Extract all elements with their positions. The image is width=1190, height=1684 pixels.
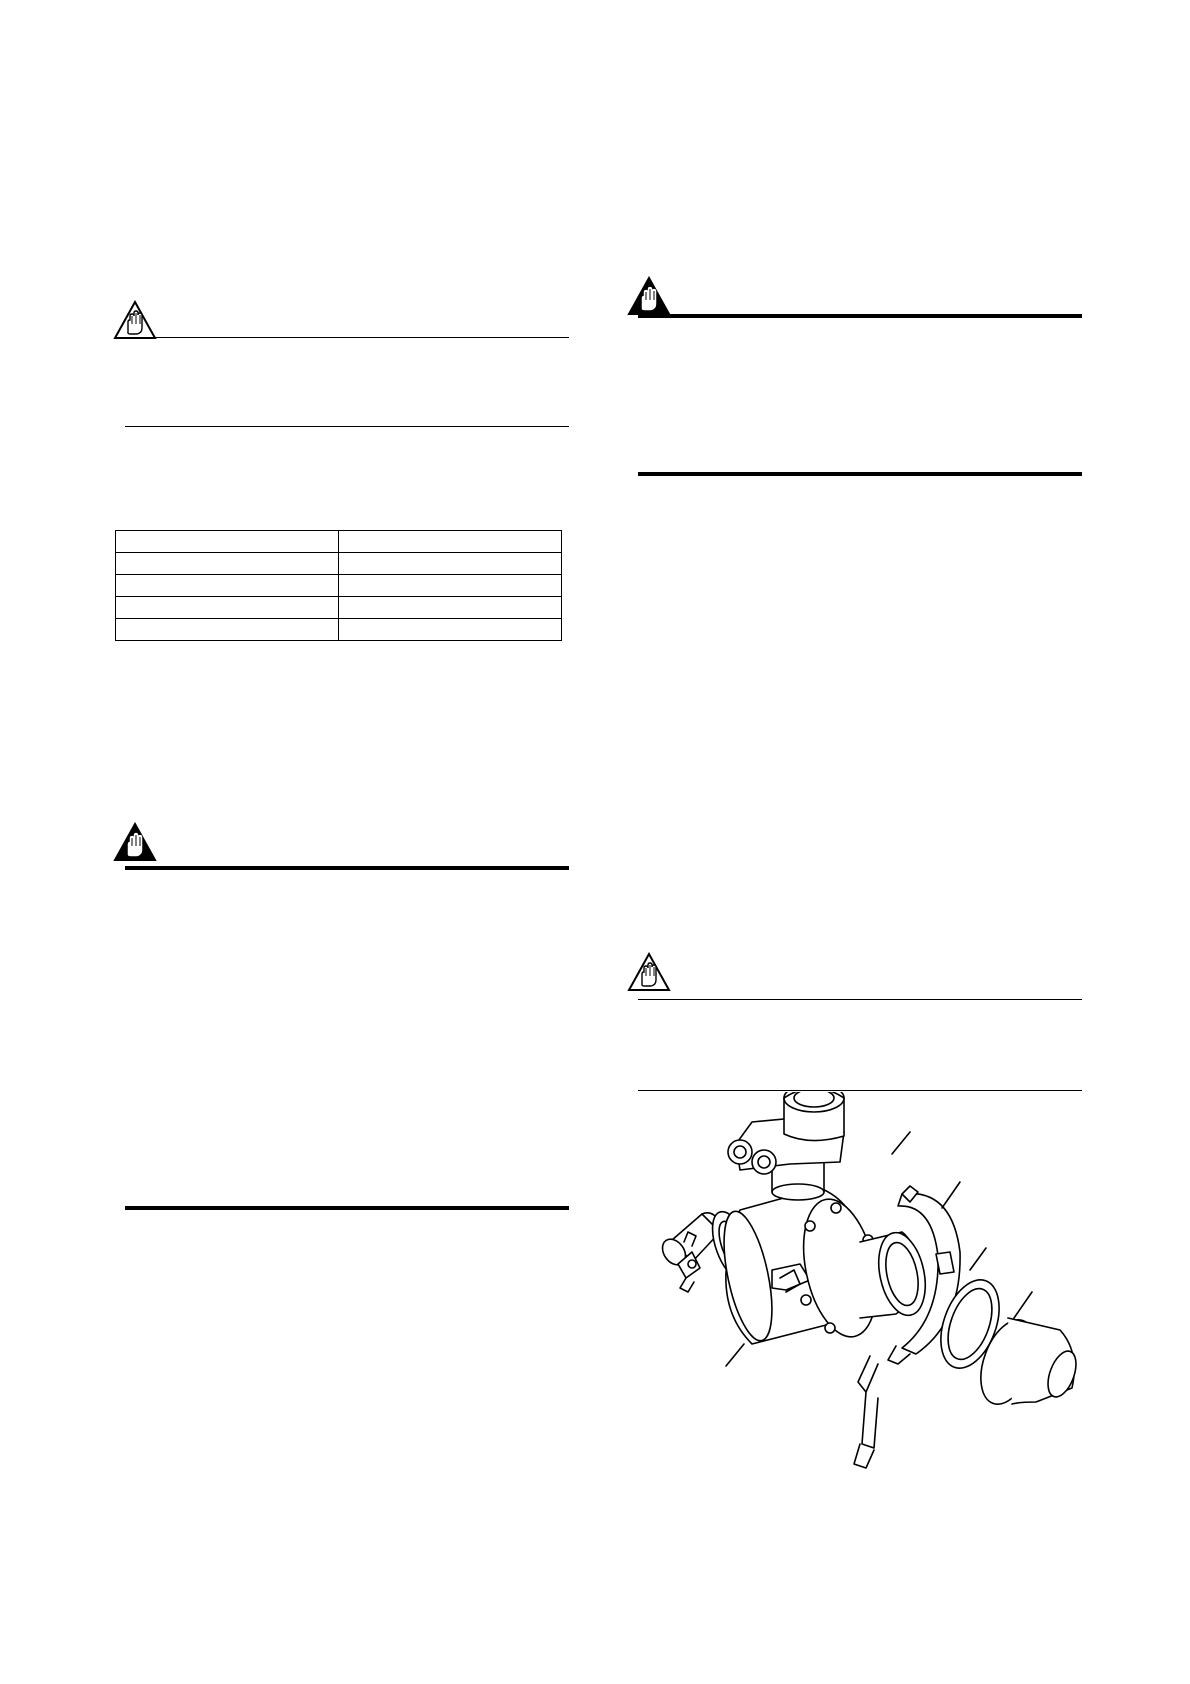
caution-top-rule <box>125 866 569 870</box>
table-cell <box>116 553 339 575</box>
hand-outline-icon <box>113 300 157 340</box>
table-cell <box>116 575 339 597</box>
table-cell <box>116 619 339 641</box>
notice-top-rule <box>125 337 569 338</box>
spec-table <box>115 530 562 641</box>
outlet-ferrule <box>860 1228 932 1319</box>
notice-top-rule <box>638 999 1082 1000</box>
table-cell <box>339 531 562 553</box>
table-cell <box>339 575 562 597</box>
table-cell <box>339 553 562 575</box>
caution-bottom-rule <box>638 472 1082 476</box>
caution-bottom-rule <box>125 1206 569 1210</box>
table-row <box>116 531 562 553</box>
table-cell <box>339 597 562 619</box>
table-row <box>116 575 562 597</box>
hand-outline-icon <box>627 952 671 992</box>
table-row <box>116 597 562 619</box>
table-row <box>116 553 562 575</box>
hand-filled-icon <box>627 276 671 316</box>
caution-top-rule <box>638 314 1082 318</box>
notice-bottom-rule <box>638 1090 1082 1091</box>
table-cell <box>339 619 562 641</box>
converter-housing <box>728 1092 844 1200</box>
hand-filled-icon <box>113 822 157 862</box>
notice-bottom-rule <box>125 426 569 427</box>
table-cell <box>116 597 339 619</box>
flowmeter-clamp-drawing <box>640 1092 1080 1492</box>
table-cell <box>116 531 339 553</box>
table-row <box>116 619 562 641</box>
